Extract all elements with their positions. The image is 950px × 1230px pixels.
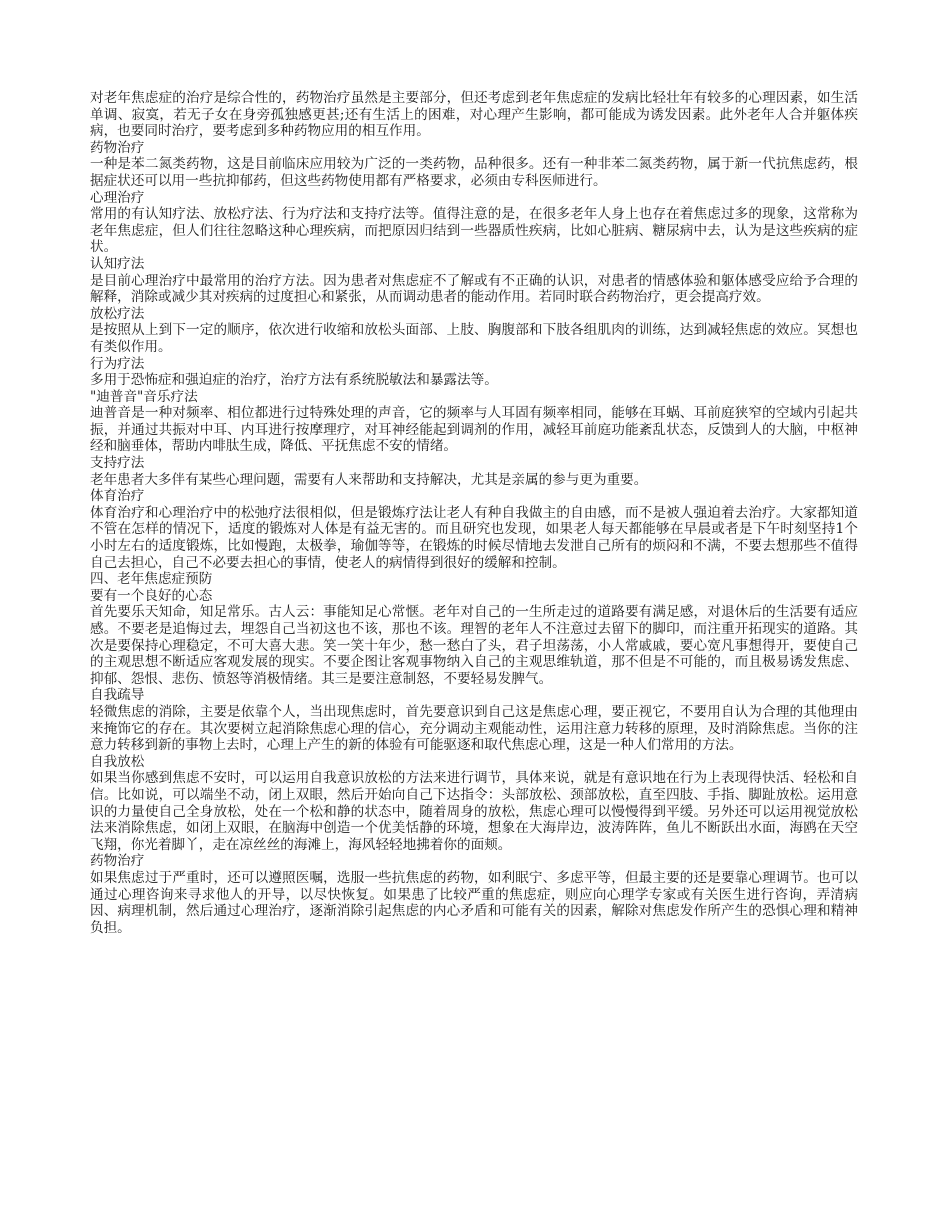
section-heading: 药物治疗 (90, 853, 145, 870)
section-heading: "迪普音"音乐疗法 (90, 388, 198, 405)
body-paragraph: 常用的有认知疗法、放松疗法、行为疗法和支持疗法等。值得注意的是，在很多老年人身上也存在着焦虑过多的现象，这常称为老年焦虑症，但人们往往忽略这种心理疾病，而把原因归结到一些器质性疾病，比如心脏病、糖尿病中去，认为是这些疾病的症状。 (90, 206, 858, 256)
body-paragraph: 多用于恐怖症和强迫症的治疗，治疗方法有系统脱敏法和暴露法等。 (90, 372, 498, 389)
intro-paragraph: 对老年焦虑症的治疗是综合性的，药物治疗虽然是主要部分，但还考虑到老年焦虑症的发病比轻壮年有较多的心理因素，如生活单调、寂寞，若无子女在身旁孤独感更甚;还有生活上的困难，对心理产生影响，都可能成为诱发因素。此外老年人合并躯体疾病，也要同时治疗，要考虑到多种药物应用的相互作用。 (90, 90, 858, 140)
body-paragraph: 首先要乐天知命，知足常乐。古人云：事能知足心常惬。老年对自己的一生所走过的道路要有满足感，对退休后的生活要有适应感。不要老是追悔过去，埋怨自己当初这也不该，那也不该。理智的老年人不注意过去留下的脚印，而注重开拓现实的道路。其次是要保持心理稳定，不可大喜大悲。笑一笑十年少，愁一愁白了头，君子坦荡荡，小人常戚戚，要心宽凡事想得开，要使自己的主观思想不断适应客观发展的现实。不要企图让客观事物纳入自己的主观思维轨道，那不但是不可能的，而且极易诱发焦虑、抑郁、怨恨、悲伤、愤怒等消极情绪。其三是要注意制怒，不要轻易发脾气。 (90, 604, 858, 687)
section-heading: 行为疗法 (90, 355, 145, 372)
section-heading: 心理治疗 (90, 189, 145, 206)
document-body (90, 90, 858, 936)
section-heading: 药物治疗 (90, 139, 145, 156)
section-heading: 自我放松 (90, 753, 145, 770)
body-paragraph: 老年患者大多伴有某些心理问题，需要有人来帮助和支持解决，尤其是亲属的参与更为重要。 (90, 471, 648, 488)
section-heading: 体育治疗 (90, 488, 145, 505)
body-paragraph: 体育治疗和心理治疗中的松弛疗法很相似，但是锻炼疗法让老人有种自我做主的自由感，而不是被人强迫着去治疗。大家都知道不管在怎样的情况下，适度的锻炼对人体是有益无害的。而且研究也发现，如果老人每天都能够在早晨或者是下午时刻坚持1个小时左右的适度锻炼，比如慢跑，太极拳，瑜伽等等，在锻炼的时候尽情地去发泄自己所有的烦闷和不满，不要去想那些不值得自己去担心，自己不必要去担心的事情，使老人的病情得到很好的缓解和控制。 (90, 504, 858, 571)
section-heading: 放松疗法 (90, 305, 145, 322)
section-heading: 认知疗法 (90, 255, 145, 272)
body-paragraph: 是按照从上到下一定的顺序，依次进行收缩和放松头面部、上肢、胸腹部和下肢各组肌肉的训练，达到减轻焦虑的效应。冥想也有类似作用。 (90, 322, 858, 355)
body-paragraph: 是目前心理治疗中最常用的治疗方法。因为患者对焦虑症不了解或有不正确的认识，对患者的情感体验和躯体感受应给予合理的解释，消除或减少其对疾病的过度担心和紧张，从而调动患者的能动作用。若同时联合药物治疗，更会提高疗效。 (90, 272, 858, 306)
body-paragraph: 如果当你感到焦虑不安时，可以运用自我意识放松的方法来进行调节，具体来说，就是有意识地在行为上表现得快活、轻松和自信。比如说，可以端坐不动，闭上双眼，然后开始向自己下达指令：头部放松、颈部放松，直至四肢、手指、脚趾放松。运用意识的力量使自己全身放松，处在一个松和静的状态中，随着周身的放松，焦虑心理可以慢慢得到平缓。另外还可以运用视觉放松法来消除焦虑，如闭上双眼，在脑海中创造一个优美恬静的环境，想象在大海岸边，波涛阵阵，鱼儿不断跃出水面，海鸥在天空飞翔，你光着脚丫，走在凉丝丝的海滩上，海风轻轻地拂着你的面颊。 (90, 770, 858, 853)
body-paragraph: 迪普音是一种对频率、相位都进行过特殊处理的声音，它的频率与人耳固有频率相同，能够在耳蜗、耳前庭狭窄的空域内引起共振，并通过共振对中耳、内耳进行按摩理疗，对耳神经能起到调剂的作用，减轻耳前庭功能紊乱状态，反馈到人的大脑，中枢神经和脑垂体，帮助内啡肽生成，降低、平抚焦虑不安的情绪。 (90, 405, 858, 455)
section-heading: 支持疗法 (90, 455, 145, 472)
chapter-heading: 四、老年焦虑症预防 (90, 571, 213, 588)
body-paragraph: 如果焦虑过于严重时，还可以遵照医嘱，选服一些抗焦虑的药物，如利眠宁、多虑平等，但最主要的还是要靠心理调节。也可以通过心理咨询来寻求他人的开导，以尽快恢复。如果患了比较严重的焦虑症，则应向心理学专家或有关医生进行咨询，弄清病因、病理机制，然后通过心理治疗，逐渐消除引起焦虑的内心矛盾和可能有关的因素，解除对焦虑发作所产生的恐惧心理和精神负担。 (90, 869, 858, 936)
body-paragraph: 轻微焦虑的消除，主要是依靠个人，当出现焦虑时，首先要意识到自己这是焦虑心理，要正视它，不要用自认为合理的其他理由来掩饰它的存在。其次要树立起消除焦虑心理的信心，充分调动主观能动性，运用注意力转移的原理，及时消除焦虑。当你的注意力转移到新的事物上去时，心理上产生的新的体验有可能驱逐和取代焦虑心理，这是一种人们常用的方法。 (90, 703, 858, 754)
section-heading: 要有一个良好的心态 (90, 587, 213, 604)
body-paragraph: 一种是苯二氮类药物，这是目前临床应用较为广泛的一类药物，品种很多。还有一种非苯二氮类药物，属于新一代抗焦虑药，根据症状还可以用一些抗抑郁药，但这些药物使用都有严格要求，必须由专科医师进行。 (90, 156, 858, 189)
section-heading: 自我疏导 (90, 687, 145, 704)
